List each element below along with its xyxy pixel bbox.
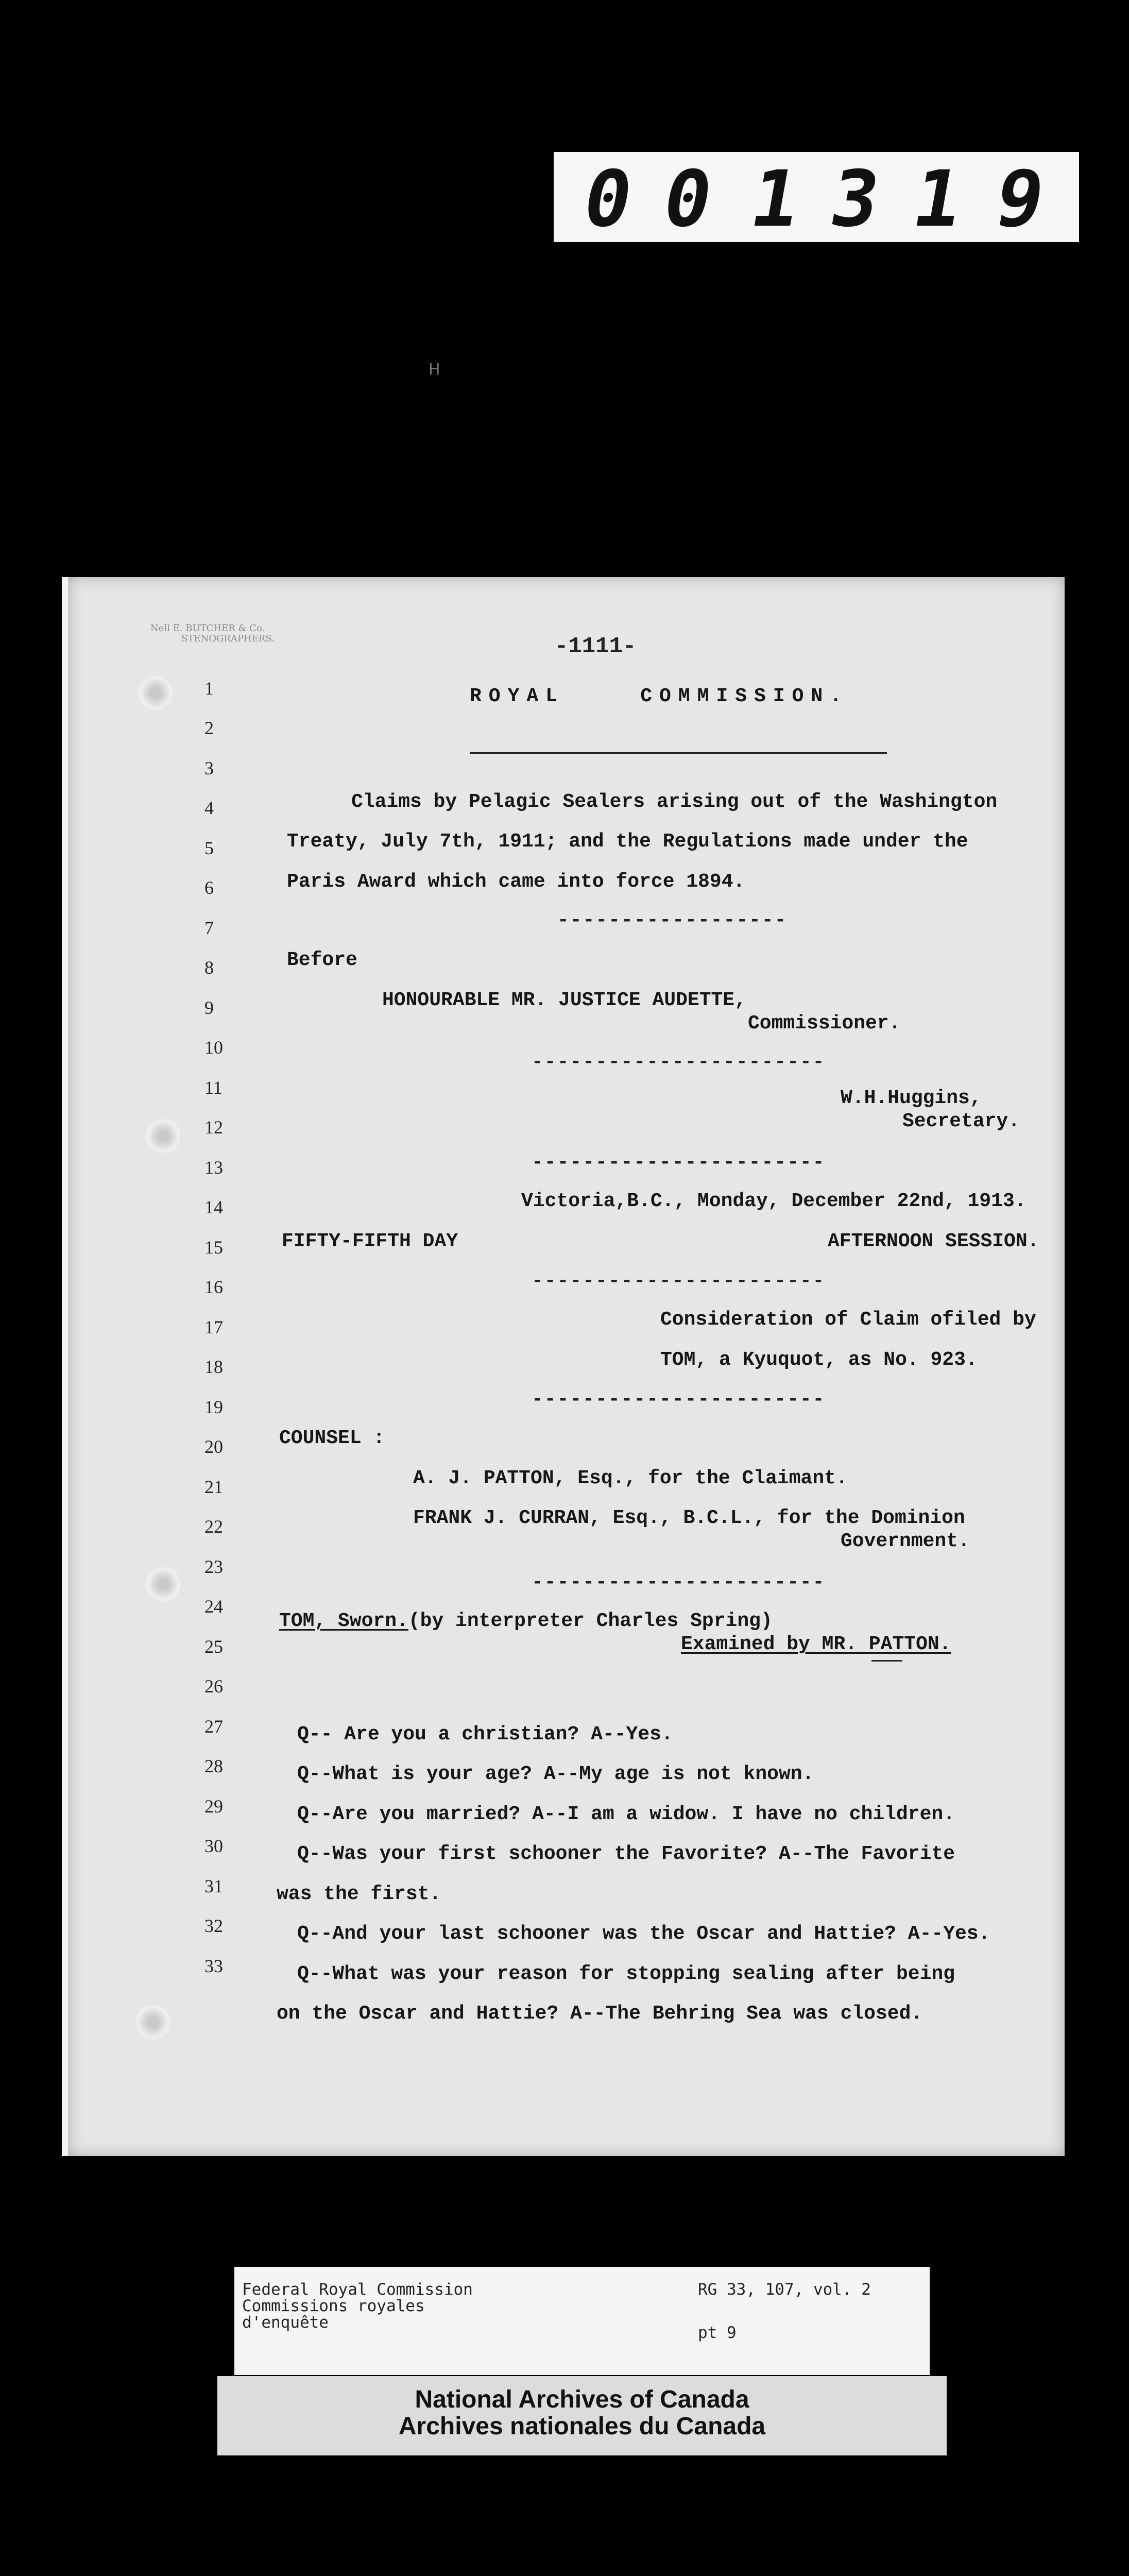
frame-number-label <box>554 152 1079 242</box>
line-number: 24 <box>204 1596 223 1617</box>
qa-line: Q--Was your first schooner the Favorite? A--The Favorite <box>297 1843 955 1865</box>
claims-text: Treaty, July 7th, 1911; and the Regulations made under the <box>287 831 968 853</box>
counsel-government: Government. <box>841 1530 970 1552</box>
line-number: 19 <box>204 1397 223 1417</box>
qa-line: Q--What is your age? A--My age is not known. <box>297 1763 814 1785</box>
line-number: 17 <box>204 1317 223 1337</box>
qa-line: Q--What was your reason for stopping sealing after being <box>297 1963 955 1985</box>
witness-name: TOM, Sworn. <box>279 1610 408 1632</box>
line-number: 2 <box>204 718 214 738</box>
document-page <box>62 577 1065 2156</box>
line-number: 25 <box>204 1636 223 1657</box>
line-number: 10 <box>204 1037 223 1058</box>
part-number: pt 9 <box>698 2324 737 2342</box>
frame-digit: 0 <box>576 155 639 244</box>
line-number: 20 <box>204 1436 223 1457</box>
stationer-line: E. BUTCHER & Co. <box>173 623 265 634</box>
qa-line: Q-- Are you a christian? A--Yes. <box>297 1723 673 1745</box>
judge-name: HONOURABLE MR. JUSTICE AUDETTE, <box>382 989 746 1011</box>
archives-banner <box>217 2376 947 2455</box>
frame-digit: 1 <box>744 155 807 244</box>
collection-name-en: Federal Royal Commission <box>242 2280 473 2299</box>
line-number: 7 <box>204 918 214 938</box>
witness-sworn <box>279 1610 773 1632</box>
document-title: ROYAL COMMISSION. <box>470 685 849 707</box>
frame-digit: 0 <box>656 155 719 244</box>
line-number: 33 <box>204 1956 223 1976</box>
line-number: 13 <box>204 1157 223 1178</box>
line-number: 1 <box>204 678 214 699</box>
day-label: FIFTY-FIFTH DAY <box>282 1230 458 1252</box>
paper-blemish <box>145 1118 181 1154</box>
archives-name-fr: Archives nationales du Canada <box>398 2413 766 2440</box>
separator: ----------------------- <box>532 1388 826 1411</box>
line-number: 12 <box>204 1117 223 1138</box>
line-number: 32 <box>204 1916 223 1936</box>
page-number: -1111- <box>555 634 637 659</box>
line-number: 26 <box>204 1676 223 1697</box>
line-number: 14 <box>204 1197 223 1217</box>
line-number: 5 <box>204 838 214 858</box>
line-number: 23 <box>204 1556 223 1577</box>
line-number: 27 <box>204 1716 223 1737</box>
qa-line: Q--Are you married? A--I am a widow. I have no children. <box>297 1803 955 1825</box>
examined-rule <box>871 1660 902 1662</box>
line-number: 29 <box>204 1796 223 1817</box>
consideration-text: TOM, a Kyuquot, as No. 923. <box>660 1349 978 1371</box>
line-number: 21 <box>204 1477 223 1497</box>
separator: ------------------ <box>557 909 788 931</box>
paper-blemish <box>145 1566 181 1602</box>
qa-line: on the Oscar and Hattie? A--The Behring Sea was closed. <box>277 2003 923 2025</box>
paper-blemish <box>138 675 174 711</box>
line-number: 30 <box>204 1836 223 1856</box>
frame-digit: 1 <box>906 155 969 244</box>
title-rule <box>470 752 887 754</box>
frame-digit: 3 <box>824 155 886 244</box>
qa-line: Q--And your last schooner was the Oscar and Hattie? A--Yes. <box>297 1923 990 1945</box>
stationer-stamp <box>150 623 275 644</box>
reference-number: RG 33, 107, vol. 2 <box>698 2280 871 2299</box>
catalogue-card <box>234 2267 930 2375</box>
judge-title: Commissioner. <box>748 1012 901 1035</box>
examined-by: Examined by MR. PATTON. <box>681 1633 951 1655</box>
session-label: AFTERNOON SESSION. <box>828 1230 1039 1252</box>
separator: ----------------------- <box>532 1270 826 1292</box>
line-number: 28 <box>204 1756 223 1776</box>
line-number: 31 <box>204 1876 223 1896</box>
line-number: 9 <box>204 997 214 1018</box>
side-mark: H <box>429 361 440 379</box>
line-number: 18 <box>204 1357 223 1377</box>
paper-blemish <box>135 2004 171 2040</box>
location-date: Victoria,B.C., Monday, December 22nd, 1913. <box>521 1190 1027 1212</box>
counsel-label: COUNSEL : <box>279 1427 385 1449</box>
collection-name-fr: Commissions royales <box>242 2297 425 2315</box>
line-number: 16 <box>204 1277 223 1297</box>
claims-text: Paris Award which came into force 1894. <box>287 871 745 893</box>
line-number: 3 <box>204 758 214 778</box>
line-number: 6 <box>204 877 214 898</box>
stationer-line: STENOGRAPHERS. <box>181 633 275 644</box>
counsel-claimant: A. J. PATTON, Esq., for the Claimant. <box>413 1467 848 1489</box>
separator: ----------------------- <box>532 1051 826 1073</box>
claims-text: Claims by Pelagic Sealers arising out of the Washington <box>351 791 998 813</box>
secretary-title: Secretary. <box>902 1110 1020 1132</box>
before-label: Before <box>287 949 357 971</box>
collection-name-fr: d'enquête <box>242 2313 329 2332</box>
separator: ----------------------- <box>532 1571 826 1594</box>
consideration-text: Consideration of Claim ofiled by <box>660 1309 1036 1331</box>
line-number: 22 <box>204 1516 223 1537</box>
line-number: 15 <box>204 1237 223 1258</box>
counsel-government: FRANK J. CURRAN, Esq., B.C.L., for the Dominion <box>413 1507 965 1529</box>
interpreter-note: (by interpreter Charles Spring) <box>408 1610 773 1632</box>
stationer-line: Nell <box>150 623 170 634</box>
archives-name-en: National Archives of Canada <box>415 2386 749 2413</box>
line-number: 11 <box>204 1077 223 1098</box>
secretary-name: W.H.Huggins, <box>841 1087 982 1109</box>
line-number: 8 <box>204 957 214 978</box>
separator: ----------------------- <box>532 1151 826 1174</box>
qa-line: was the first. <box>277 1883 441 1905</box>
frame-digit: 9 <box>988 155 1051 244</box>
line-number: 4 <box>204 798 214 818</box>
